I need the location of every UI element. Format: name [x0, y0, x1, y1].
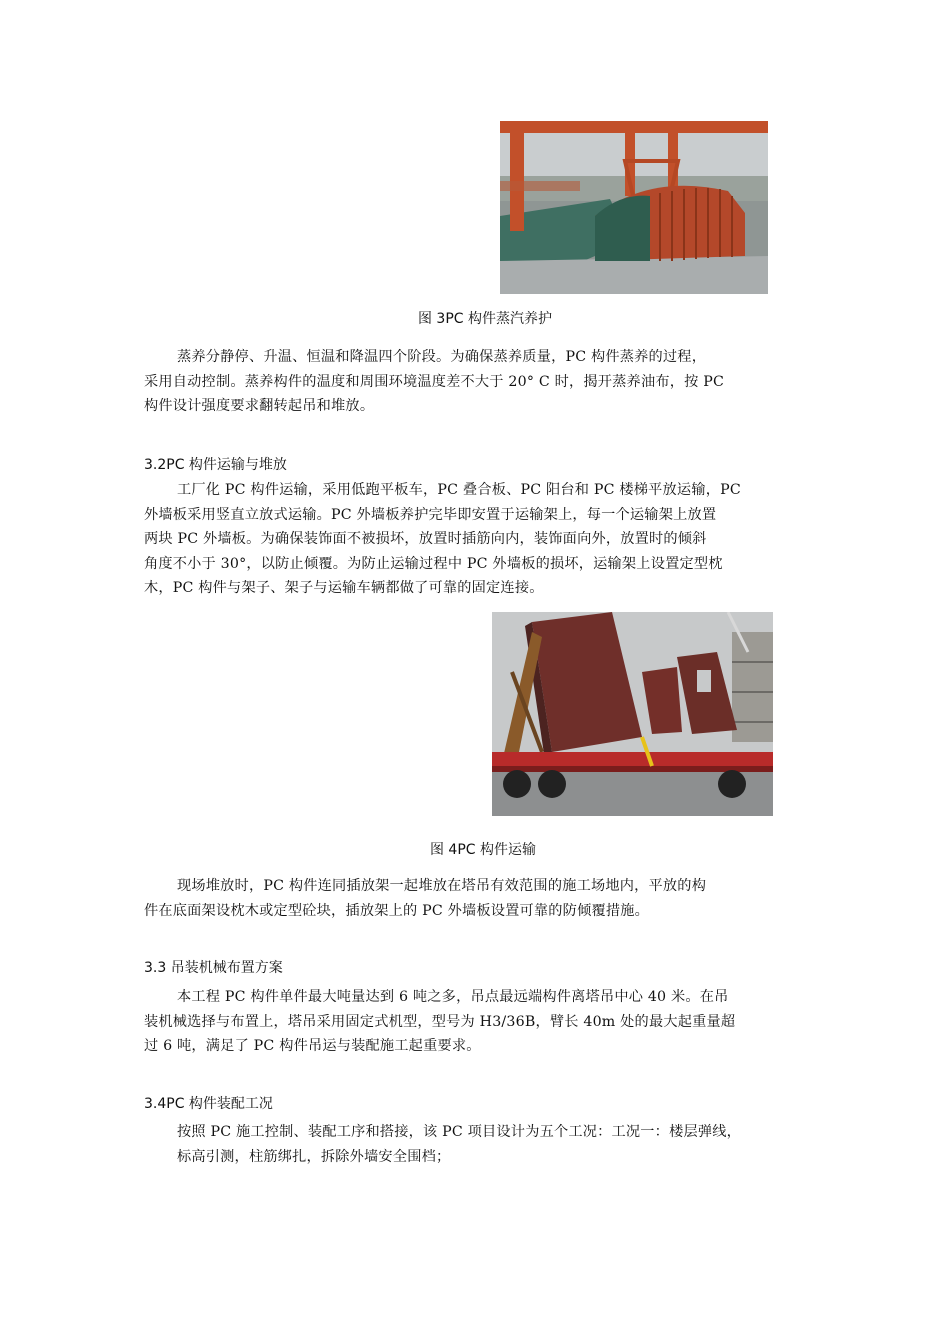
- text-line: 标高引测，柱筋绑扎，拆除外墙安全围档；: [177, 1148, 451, 1165]
- text-line: 外墙板采用竖直立放式运输。PC 外墙板养护完毕即安置于运输架上，每一个运输架上放置: [144, 506, 717, 523]
- text-line: 木，PC 构件与架子、架子与运输车辆都做了可靠的固定连接。: [144, 580, 544, 596]
- transport-photo-drawing: [492, 612, 773, 816]
- text-line: 构件设计强度要求翻转起吊和堆放。: [144, 398, 375, 414]
- section-heading-3-4: 3.4PC 构件装配工况: [144, 1096, 273, 1112]
- text-line: 蒸养分静停、升温、恒温和降温四个阶段。为确保蒸养质量，PC 构件蒸养的过程，: [177, 349, 707, 365]
- paragraph-site-storage: [144, 874, 808, 923]
- paragraph-transport: [144, 478, 808, 601]
- text-line: 按照 PC 施工控制、装配工序和搭接，该 PC 项目设计为五个工况：工况一：楼层弹线，: [177, 1124, 742, 1140]
- text-line: 过 6 吨，满足了 PC 构件吊运与装配施工起重要求。: [144, 1038, 481, 1054]
- text-line: 装机械选择与布置上，塔吊采用固定式机型，型号为 H3/36B，臂长 40m 处的最大起重量超: [144, 1013, 736, 1030]
- figure-4-caption: 图 4PC 构件运输: [429, 842, 537, 858]
- transport-photo: [492, 612, 773, 816]
- steam-curing-photo-drawing: [500, 121, 768, 294]
- text-line: 角度不小于 30°，以防止倾覆。为防止运输过程中 PC 外墙板的损坏，运输架上设置定型枕: [144, 555, 723, 572]
- paragraph-assembly-conditions: [144, 1120, 808, 1169]
- section-heading-3-3: 3.3 吊装机械布置方案: [144, 960, 283, 976]
- text-line: 件在底面架设枕木或定型砼块，插放架上的 PC 外墙板设置可靠的防倾覆措施。: [144, 902, 650, 919]
- figure-3-caption: 图 3PC 构件蒸汽养护: [417, 311, 553, 327]
- text-line: 两块 PC 外墙板。为确保装饰面不被损坏，放置时插筋向内，装饰面向外，放置时的倾斜: [144, 531, 707, 547]
- steam-curing-photo: [500, 121, 768, 294]
- text-line: 采用自动控制。蒸养构件的温度和周围环境温度差不大于 20° C 时，揭开蒸养油布，按 PC: [144, 373, 725, 390]
- section-heading-3-2: 3.2PC 构件运输与堆放: [144, 457, 287, 473]
- text-line: 工厂化 PC 构件运输，采用低跑平板车，PC 叠合板、PC 阳台和 PC 楼梯平放运输，PC: [177, 482, 741, 498]
- paragraph-steam-curing: [144, 345, 808, 419]
- text-line: 本工程 PC 构件单件最大吨量达到 6 吨之多，吊点最远端构件离塔吊中心 40 米。在吊: [177, 989, 729, 1005]
- text-line: 现场堆放时，PC 构件连同插放架一起堆放在塔吊有效范围的施工场地内，平放的构: [177, 878, 707, 894]
- paragraph-crane-layout: [144, 985, 808, 1059]
